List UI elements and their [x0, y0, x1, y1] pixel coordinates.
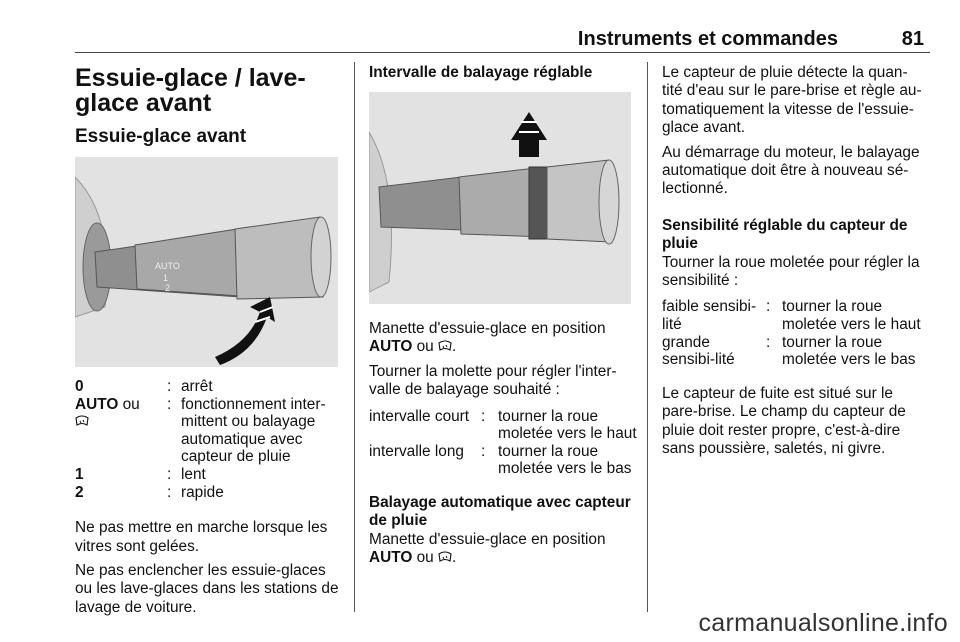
separator: :	[167, 465, 172, 483]
table-row	[369, 443, 637, 478]
table-row	[75, 396, 345, 466]
position-key: 2	[75, 483, 84, 501]
table-row	[662, 334, 928, 369]
separator: :	[481, 442, 486, 460]
paragraph-frozen-windows: Ne pas mettre en marche lorsque les vitres sont gelées.	[75, 519, 328, 555]
sensitivity-desc: tourner la roue moletée vers le bas	[782, 333, 916, 369]
position-key-auto	[75, 396, 167, 466]
section-title: Instruments et commandes	[577, 28, 838, 50]
text-stalk-position: Manette d'essuie-glace en position	[369, 530, 606, 548]
table-row	[662, 298, 928, 333]
position-desc: arrêt	[181, 378, 213, 395]
wiper-positions	[75, 378, 345, 617]
page-number: 81	[901, 28, 924, 50]
paragraph-turn-wheel-sensitivity: Tourner la roue moletée pour régler la sensibilité :	[662, 253, 920, 290]
wiper-stalk-illustration	[75, 157, 338, 367]
interval-desc: tourner la roue moletée vers le bas	[498, 442, 632, 478]
text-period: .	[452, 338, 457, 356]
position-desc: lent	[181, 465, 206, 483]
separator: :	[167, 483, 172, 501]
wiper-wheel-illustration	[369, 92, 631, 304]
rain-sensor-icon	[438, 340, 452, 352]
position-table	[75, 378, 345, 501]
position-desc: rapide	[181, 483, 224, 501]
table-row	[75, 484, 345, 502]
rain-sensor-icon	[438, 551, 452, 563]
section-subtitle: Essuie-glace avant	[75, 126, 247, 147]
interval-term: intervalle long	[369, 442, 464, 460]
page-header	[75, 26, 930, 53]
watermark: carmanualsonline.info	[698, 609, 948, 637]
sensitivity-table	[662, 298, 928, 368]
table-row	[75, 466, 345, 484]
paragraph-stalk-position-auto	[369, 531, 637, 568]
wiper-wheel-drawing	[369, 92, 631, 304]
sensitivity-term: faible sensibi-lité	[662, 298, 757, 334]
sensitivity-desc: tourner la roue moletée vers le haut	[782, 298, 921, 334]
interval-desc: tourner la roue moletée vers le haut	[498, 407, 637, 443]
column-1	[75, 64, 345, 146]
paragraph-leak-sensor: Le capteur de fuite est situé sur le pare-brise. Le champ du capteur de pluie doit rester propre, c'est-à-dire sans poussière, saletés, ni givre.	[662, 384, 906, 458]
column-2	[369, 64, 637, 82]
text-or: ou	[412, 549, 438, 567]
position-key: 1	[75, 465, 84, 483]
separator: :	[481, 407, 486, 425]
column-divider-2	[647, 62, 648, 612]
paragraph-stalk-position	[369, 320, 637, 357]
column-divider-1	[354, 62, 355, 612]
paragraph-car-wash: Ne pas enclencher les essuie-glaces ou les lave-glaces dans les stations de lavage de voiture.	[75, 561, 339, 616]
text-or: ou	[412, 338, 438, 356]
separator: :	[167, 378, 172, 395]
heading-sensor-sensitivity: Sensibilité réglable du capteur de pluie	[662, 216, 908, 253]
auto-or: ou	[118, 395, 140, 413]
separator: :	[766, 333, 771, 351]
wiper-stalk-drawing	[75, 157, 338, 367]
heading-auto-rain-sensor: Balayage automatique avec capteur de pluie	[369, 494, 631, 530]
paragraph-turn-wheel: Tourner la molette pour régler l'inter-valle de balayage souhaité :	[369, 362, 617, 399]
auto-label: AUTO	[75, 395, 119, 413]
auto-label: AUTO	[369, 338, 413, 356]
separator: :	[766, 298, 771, 316]
position-desc: fonctionnement inter-mittent ou balayage automatique avec capteur de pluie	[181, 395, 326, 466]
figure-label-auto: AUTO	[155, 261, 180, 271]
position-key: 0	[75, 378, 84, 395]
figure-label-2: 2	[165, 283, 171, 293]
page-title: Essuie-glace / lave-glace avant	[75, 64, 306, 117]
column-2-text	[369, 320, 637, 568]
text-stalk-position: Manette d'essuie-glace en position	[369, 320, 606, 337]
interval-term: intervalle court	[369, 407, 470, 425]
paragraph-engine-start: Au démarrage du moteur, le balayage automatique doit être à nouveau sé-lectionné.	[662, 143, 920, 198]
text-period: .	[452, 549, 457, 567]
separator: :	[167, 395, 172, 413]
figure-label-1: 1	[163, 273, 169, 283]
table-row	[75, 378, 345, 396]
sensitivity-term: grande sensibi-lité	[662, 333, 735, 369]
column-3	[662, 64, 928, 458]
heading-adjustable-interval: Intervalle de balayage réglable	[369, 64, 593, 81]
auto-label: AUTO	[369, 549, 413, 567]
interval-table	[369, 408, 637, 478]
paragraph-rain-sensor: Le capteur de pluie détecte la quan-tité d'eau sur le pare-brise et règle au-tomatiquement la vitesse de l'essuie-glace avant.	[662, 64, 922, 137]
rain-sensor-icon	[75, 415, 89, 427]
table-row	[369, 408, 637, 443]
